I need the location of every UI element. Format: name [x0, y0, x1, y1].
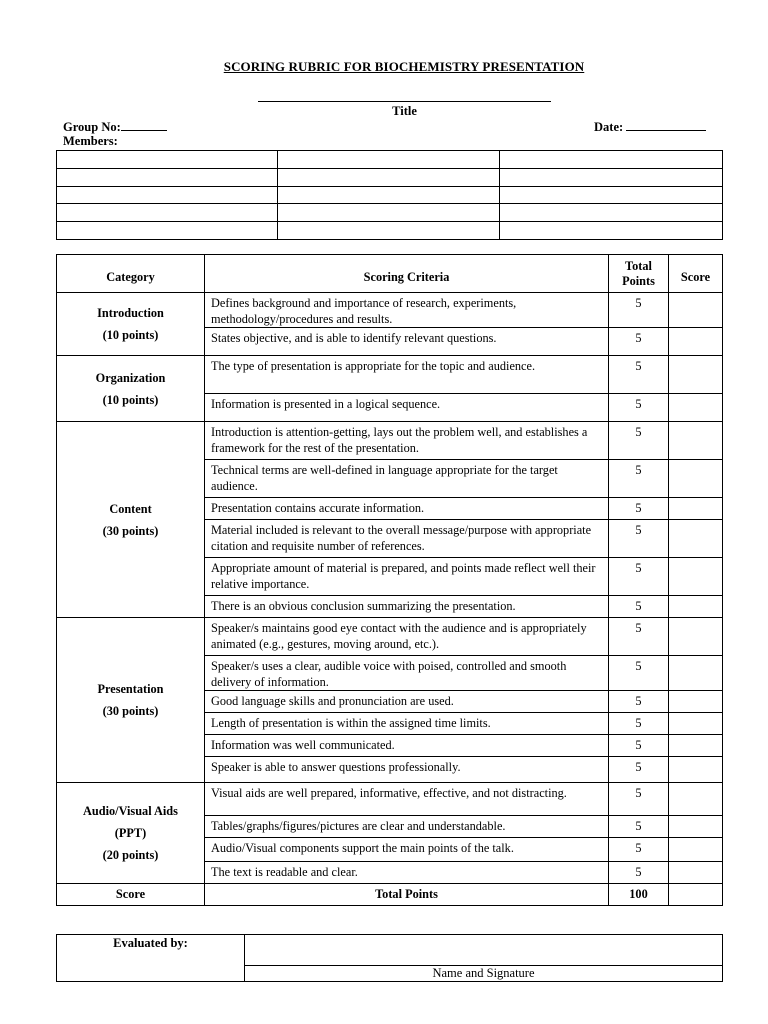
criteria-text: Material included is relevant to the overall message/purpose with appropriate citation and requisite number of references. — [205, 520, 609, 558]
member-cell — [57, 186, 278, 204]
criteria-points: 5 — [609, 656, 669, 691]
criteria-points: 5 — [609, 713, 669, 735]
score-cell — [669, 735, 723, 757]
criteria-text: Speaker/s uses a clear, audible voice with poised, controlled and smooth delivery of information. — [205, 656, 609, 691]
score-cell — [669, 691, 723, 713]
category-cell — [57, 618, 205, 783]
criteria-points: 5 — [609, 862, 669, 884]
member-cell — [57, 151, 278, 169]
score-cell — [669, 460, 723, 498]
members-row — [57, 186, 723, 204]
score-cell — [669, 422, 723, 460]
criteria-text: Information was well communicated. — [205, 735, 609, 757]
score-cell — [669, 757, 723, 783]
member-cell — [278, 186, 500, 204]
criteria-points: 5 — [609, 460, 669, 498]
score-cell — [669, 816, 723, 838]
members-row — [57, 222, 723, 240]
member-cell — [278, 151, 500, 169]
category-cell — [57, 422, 205, 618]
criteria-points: 5 — [609, 498, 669, 520]
header-category: Category — [57, 255, 205, 293]
score-cell — [669, 618, 723, 656]
criteria-text: Speaker is able to answer questions professionally. — [205, 757, 609, 783]
header-scoring-criteria: Scoring Criteria — [205, 255, 609, 293]
criteria-points: 5 — [609, 293, 669, 328]
criteria-points: 5 — [609, 757, 669, 783]
score-cell — [669, 558, 723, 596]
category-cell — [57, 356, 205, 422]
rubric-footer-row — [57, 884, 723, 906]
footer-total-points-label: Total Points — [205, 884, 609, 906]
member-cell — [500, 168, 723, 186]
criteria-row — [57, 356, 723, 394]
group-number-blank — [121, 119, 167, 131]
score-cell — [669, 356, 723, 394]
score-cell — [669, 862, 723, 884]
criteria-text: Defines background and importance of research, experiments, methodology/procedures and results. — [205, 293, 609, 328]
signature-blank — [245, 935, 723, 966]
criteria-text: Good language skills and pronunciation are used. — [205, 691, 609, 713]
rubric-header-row — [57, 255, 723, 293]
member-cell — [500, 222, 723, 240]
criteria-text: Appropriate amount of material is prepared, and points made reflect well their relative importance. — [205, 558, 609, 596]
criteria-points: 5 — [609, 394, 669, 422]
criteria-points: 5 — [609, 691, 669, 713]
criteria-text: Length of presentation is within the assigned time limits. — [205, 713, 609, 735]
category-points: (20 points) — [102, 848, 159, 862]
criteria-text: Visual aids are well prepared, informative, effective, and not distracting. — [205, 783, 609, 816]
header-score: Score — [669, 255, 723, 293]
criteria-text: Speaker/s maintains good eye contact with the audience and is appropriately animated (e.g., gestures, moving around, etc.). — [205, 618, 609, 656]
footer-score-label: Score — [57, 884, 205, 906]
group-number-label: Group No: — [63, 120, 121, 134]
category-name: Organization — [95, 370, 166, 385]
criteria-row — [57, 293, 723, 328]
footer-score-cell — [669, 884, 723, 906]
score-cell — [669, 596, 723, 618]
score-cell — [669, 328, 723, 356]
score-cell — [669, 783, 723, 816]
criteria-row — [57, 618, 723, 656]
members-row — [57, 168, 723, 186]
category-subtitle: (PPT) — [114, 826, 147, 840]
criteria-points: 5 — [609, 356, 669, 394]
criteria-text: Presentation contains accurate information. — [205, 498, 609, 520]
title-label: Title — [392, 104, 417, 118]
rubric-table — [56, 254, 723, 906]
criteria-points: 5 — [609, 596, 669, 618]
criteria-points: 5 — [609, 838, 669, 862]
member-cell — [278, 168, 500, 186]
criteria-points: 5 — [609, 422, 669, 460]
criteria-points: 5 — [609, 618, 669, 656]
criteria-points: 5 — [609, 328, 669, 356]
criteria-text: States objective, and is able to identify relevant questions. — [205, 328, 609, 356]
criteria-points: 5 — [609, 816, 669, 838]
document-title: SCORING RUBRIC FOR BIOCHEMISTRY PRESENTATION — [223, 59, 585, 74]
date-blank — [626, 119, 706, 131]
member-cell — [278, 222, 500, 240]
member-cell — [57, 222, 278, 240]
category-name: Content — [109, 501, 152, 516]
category-points: (30 points) — [102, 704, 159, 718]
criteria-text: There is an obvious conclusion summarizing the presentation. — [205, 596, 609, 618]
member-cell — [278, 204, 500, 222]
header-total-points: Total Points — [609, 255, 669, 293]
score-cell — [669, 520, 723, 558]
footer-total-points-value: 100 — [609, 884, 669, 906]
score-cell — [669, 394, 723, 422]
criteria-text: Introduction is attention-getting, lays out the problem well, and establishes a framework for the rest of the presentation. — [205, 422, 609, 460]
category-points: (30 points) — [102, 523, 159, 538]
criteria-text: Information is presented in a logical sequence. — [205, 394, 609, 422]
criteria-text: The text is readable and clear. — [205, 862, 609, 884]
category-cell — [57, 783, 205, 884]
score-cell — [669, 838, 723, 862]
member-cell — [57, 204, 278, 222]
category-name: Introduction — [97, 306, 164, 320]
criteria-text: Audio/Visual components support the main points of the talk. — [205, 838, 609, 862]
group-number-field — [63, 119, 167, 135]
category-points: (10 points) — [102, 392, 159, 407]
criteria-text: Tables/graphs/figures/pictures are clear and understandable. — [205, 816, 609, 838]
criteria-points: 5 — [609, 783, 669, 816]
date-label: Date: — [594, 120, 624, 134]
members-table — [56, 150, 723, 240]
category-cell — [57, 293, 205, 356]
category-name: Audio/Visual Aids — [83, 804, 178, 818]
score-cell — [669, 656, 723, 691]
name-and-signature-label: Name and Signature — [245, 966, 723, 982]
category-points: (10 points) — [102, 328, 159, 342]
criteria-text: Technical terms are well-defined in language appropriate for the target audience. — [205, 460, 609, 498]
score-cell — [669, 293, 723, 328]
score-cell — [669, 713, 723, 735]
member-cell — [500, 204, 723, 222]
members-row — [57, 151, 723, 169]
evaluation-table — [56, 934, 723, 982]
member-cell — [57, 168, 278, 186]
criteria-row — [57, 422, 723, 460]
date-field — [594, 119, 706, 135]
category-name: Presentation — [97, 682, 164, 696]
criteria-points: 5 — [609, 520, 669, 558]
title-blank-line — [258, 101, 551, 102]
members-label: Members: — [63, 134, 118, 148]
score-cell — [669, 498, 723, 520]
members-row — [57, 204, 723, 222]
criteria-points: 5 — [609, 558, 669, 596]
evaluated-by-label: Evaluated by: — [57, 935, 245, 982]
criteria-row — [57, 783, 723, 816]
criteria-text: The type of presentation is appropriate for the topic and audience. — [205, 356, 609, 394]
member-cell — [500, 151, 723, 169]
criteria-points: 5 — [609, 735, 669, 757]
member-cell — [500, 186, 723, 204]
